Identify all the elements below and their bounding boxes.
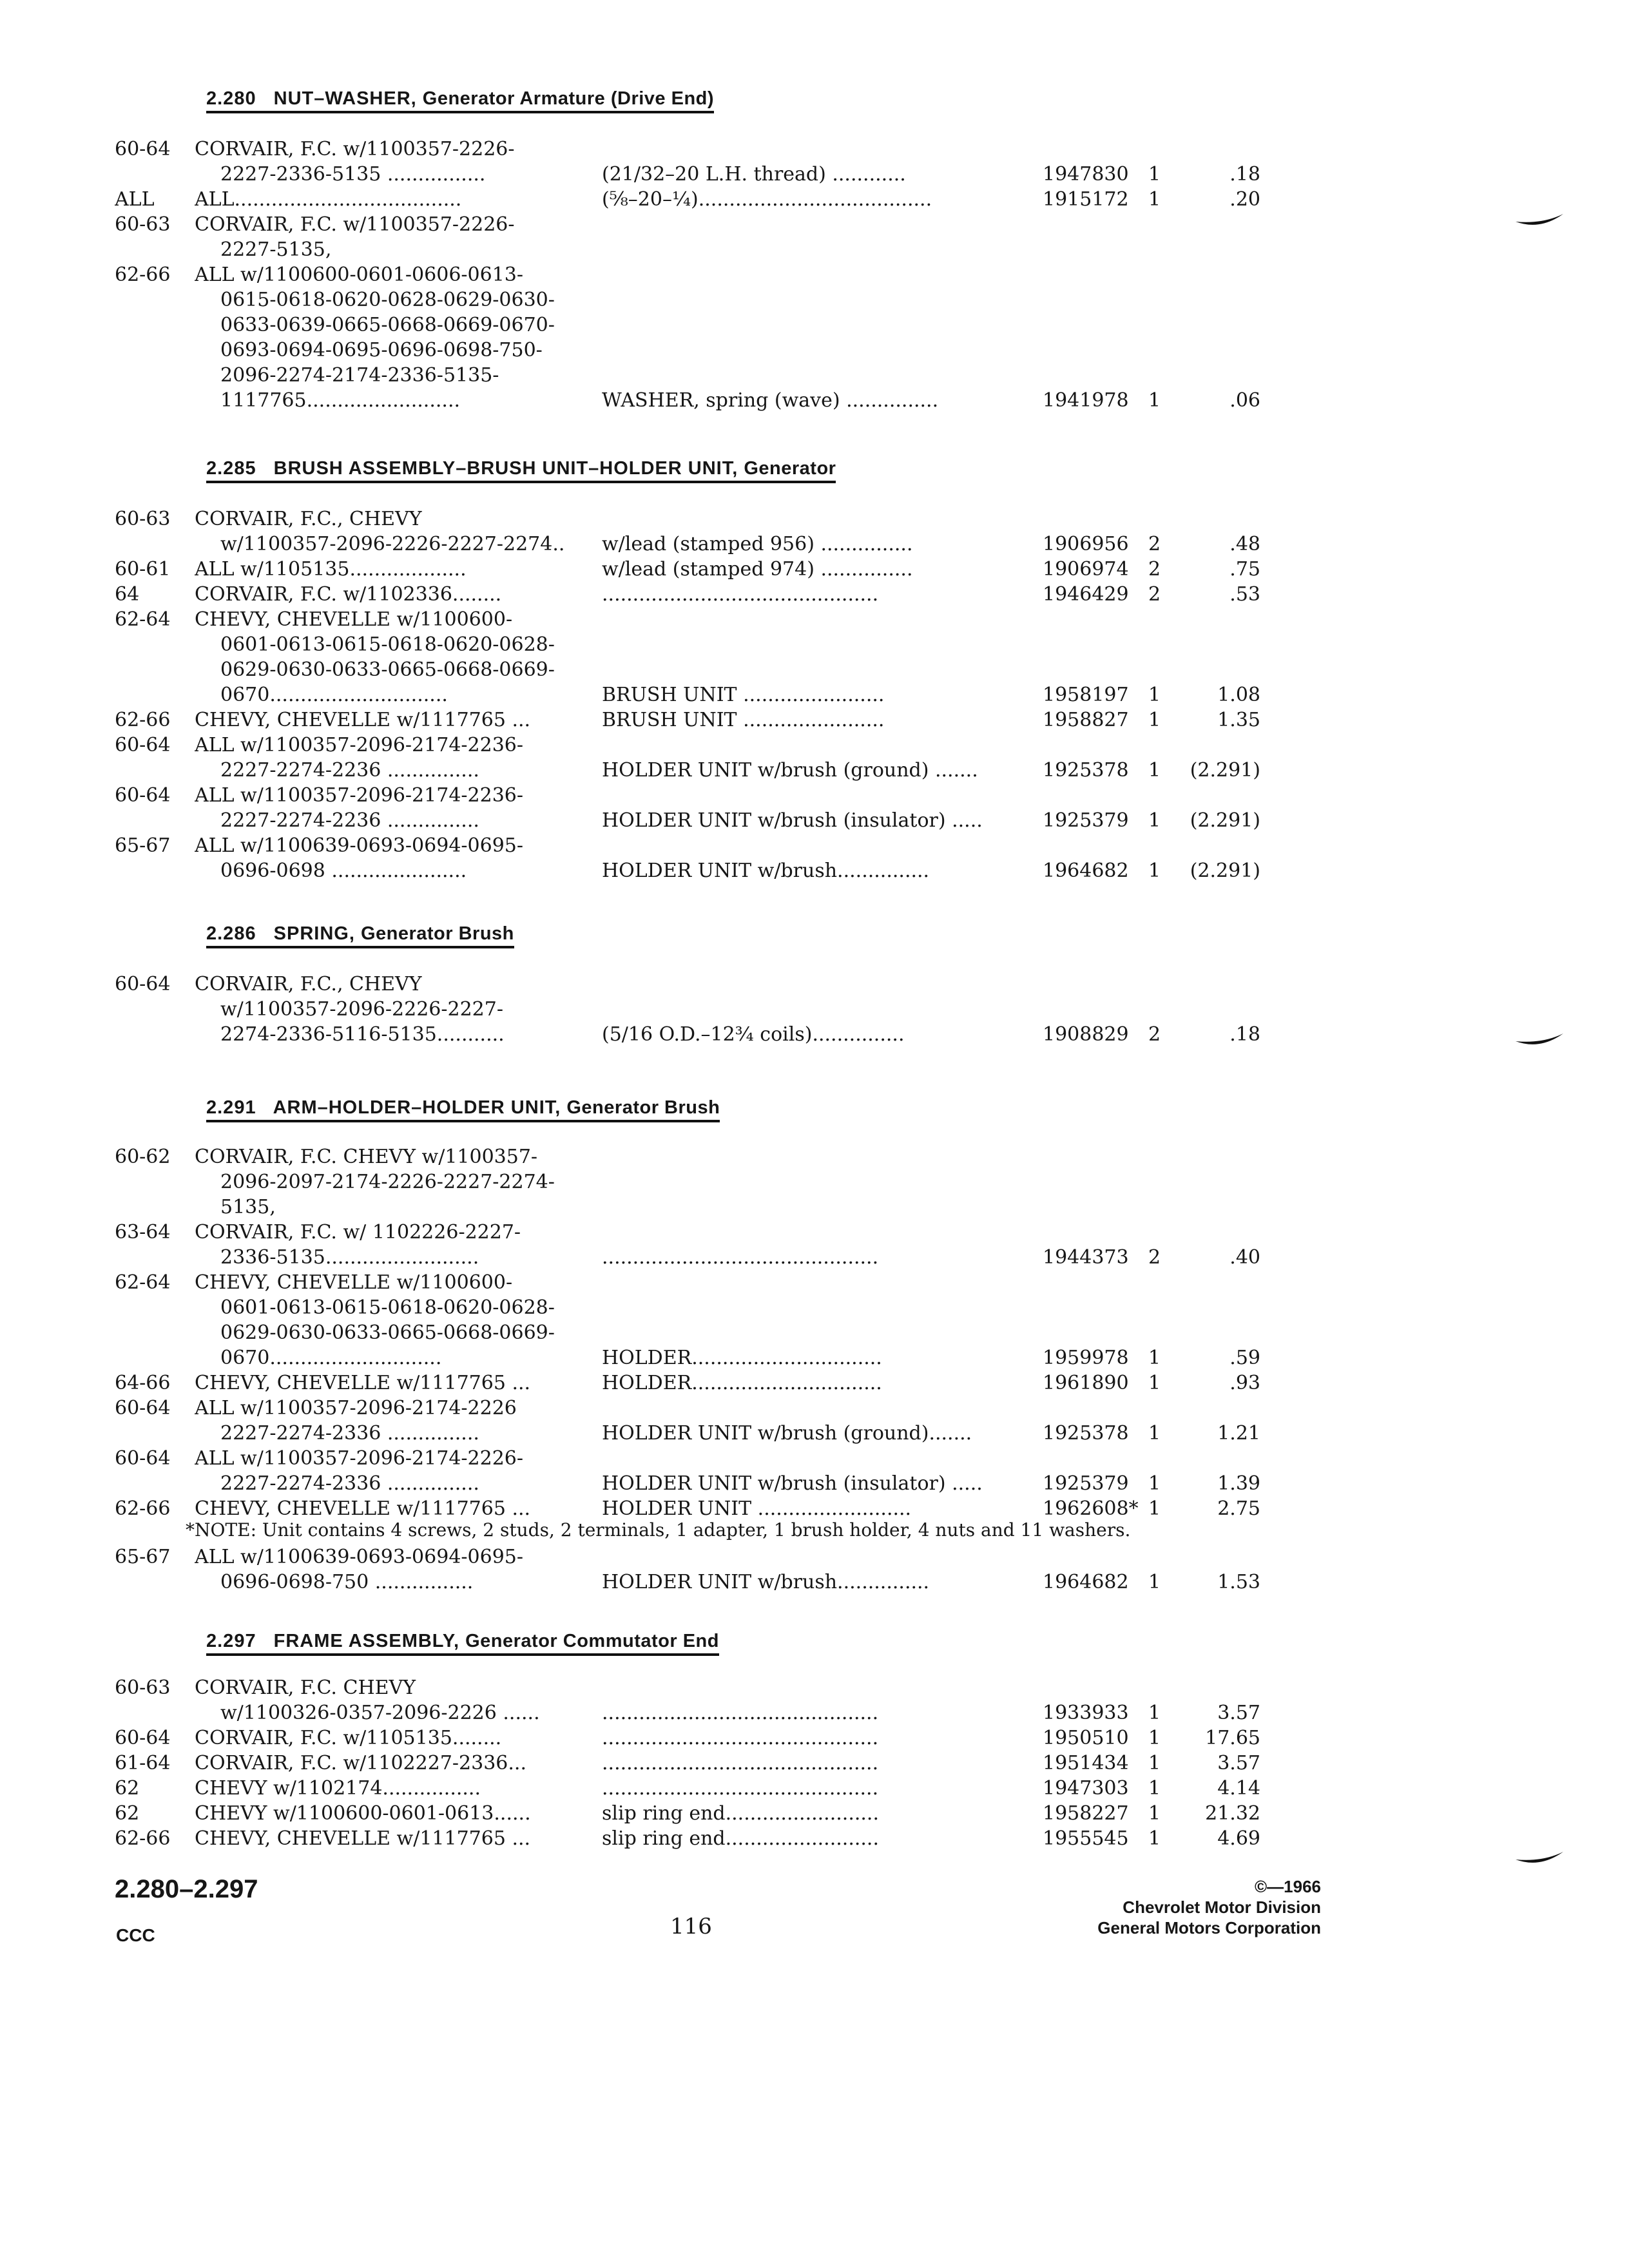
- model-years: 60-63: [115, 1677, 171, 1699]
- price: .75: [1229, 558, 1260, 581]
- catalog-row: [0, 1700, 1629, 1726]
- application: CORVAIR, F.C. CHEVY w/1100357-: [195, 1146, 538, 1168]
- quantity: 1: [1148, 1372, 1161, 1394]
- catalog-row: [0, 1496, 1629, 1522]
- quantity: 1: [1148, 1702, 1161, 1724]
- application: CORVAIR, F.C. w/1102336........: [195, 583, 502, 606]
- quantity: 1: [1148, 1777, 1161, 1800]
- catalog-row: [0, 808, 1629, 834]
- application: ALL w/1100357-2096-2174-2226-: [195, 1447, 524, 1470]
- part-number: 1959978: [1043, 1347, 1129, 1369]
- price: 1.08: [1217, 684, 1260, 706]
- application: 2096-2097-2174-2226-2227-2274-: [220, 1171, 555, 1193]
- catalog-row: [0, 1570, 1629, 1595]
- catalog-row: [0, 858, 1629, 884]
- section-number: 2.297: [206, 1631, 256, 1651]
- catalog-row: [0, 1195, 1629, 1220]
- application: 0615-0618-0620-0628-0629-0630-: [220, 289, 555, 311]
- description: HOLDER UNIT w/brush...............: [602, 860, 930, 882]
- catalog-row: [0, 733, 1629, 758]
- quantity: 1: [1148, 1347, 1161, 1369]
- catalog-row: [0, 1471, 1629, 1497]
- application: CHEVY, CHEVELLE w/1117765 ...: [195, 1497, 531, 1520]
- application: CHEVY w/1100600-0601-0613......: [195, 1802, 531, 1825]
- price: .48: [1229, 533, 1260, 555]
- part-number: 1958197: [1043, 684, 1129, 706]
- quantity: 1: [1148, 759, 1161, 782]
- price: 3.57: [1217, 1702, 1260, 1724]
- catalog-row: [0, 506, 1629, 532]
- catalog-row: [0, 1295, 1629, 1321]
- application: ALL w/1100357-2096-2174-2236-: [195, 734, 524, 756]
- part-number: 1964682: [1043, 1571, 1129, 1593]
- catalog-code: CCC: [116, 1925, 155, 1945]
- catalog-row: [0, 1320, 1629, 1346]
- part-number: 1944373: [1043, 1246, 1129, 1269]
- publisher-block: [1005, 1876, 1321, 1938]
- description: HOLDER UNIT w/brush (insulator) .....: [602, 1472, 983, 1495]
- model-years: 62-66: [115, 264, 171, 286]
- quantity: 2: [1148, 1246, 1161, 1269]
- model-years: 60-63: [115, 508, 171, 530]
- catalog-row: [0, 582, 1629, 608]
- quantity: 1: [1148, 1752, 1161, 1774]
- part-number: 1925378: [1043, 1422, 1129, 1445]
- corporation-name: General Motors Corporation: [1097, 1918, 1321, 1937]
- catalog-row: [0, 758, 1629, 783]
- part-number: 1906956: [1043, 533, 1129, 555]
- catalog-row: [0, 1345, 1629, 1371]
- catalog-row: [0, 212, 1629, 238]
- application: 0696-0698-750 ................: [220, 1571, 474, 1593]
- model-years: 62-66: [115, 1827, 171, 1850]
- catalog-row: [0, 1169, 1629, 1195]
- model-years: 62: [115, 1777, 140, 1800]
- application: 2227-2274-2236 ...............: [220, 809, 479, 832]
- model-years: 60-64: [115, 138, 171, 160]
- part-number: 1925378: [1043, 759, 1129, 782]
- section-number: 2.285: [206, 458, 256, 479]
- application: CHEVY, CHEVELLE w/1117765 ...: [195, 1827, 531, 1850]
- application: CORVAIR, F.C. w/ 1102226-2227-: [195, 1221, 521, 1244]
- section-note: *NOTE: Unit contains 4 screws, 2 studs, 2 terminals, 1 adapter, 1 brush holder, 4 nuts and 11 washers.: [186, 1519, 1131, 1541]
- catalog-row: [0, 312, 1629, 338]
- description: .............................................: [602, 1752, 879, 1774]
- catalog-row: [0, 1245, 1629, 1271]
- part-number: 1933933: [1043, 1702, 1129, 1724]
- catalog-row: [0, 532, 1629, 557]
- catalog-row: [0, 1675, 1629, 1701]
- part-number: 1946429: [1043, 583, 1129, 606]
- application: 0633-0639-0665-0668-0669-0670-: [220, 314, 555, 336]
- binder-tab-mark: [1514, 1843, 1566, 1869]
- application: 0696-0698 ......................: [220, 860, 467, 882]
- catalog-row: [0, 783, 1629, 809]
- application: 2227-2336-5135 ................: [220, 163, 486, 186]
- section-heading: [206, 1097, 720, 1122]
- catalog-row: [0, 1144, 1629, 1170]
- application: CORVAIR, F.C. w/1100357-2226-: [195, 138, 515, 160]
- price: 1.35: [1217, 709, 1260, 731]
- price: 17.65: [1205, 1727, 1260, 1749]
- description: .............................................: [602, 1702, 879, 1724]
- catalog-row: [0, 1022, 1629, 1048]
- quantity: 2: [1148, 583, 1161, 606]
- application: ALL w/1100357-2096-2174-2236-: [195, 784, 524, 807]
- catalog-row: [0, 707, 1629, 733]
- description: slip ring end.........................: [602, 1827, 880, 1850]
- description: slip ring end.........................: [602, 1802, 880, 1825]
- application: 1117765.........................: [220, 389, 461, 412]
- quantity: 1: [1148, 1472, 1161, 1495]
- catalog-row: [0, 1801, 1629, 1827]
- section-subtitle: Generator Armature (Drive End): [422, 88, 715, 109]
- application: 0601-0613-0615-0618-0620-0628-: [220, 1296, 555, 1319]
- application: 2227-2274-2236 ...............: [220, 759, 479, 782]
- binder-tab-mark: [1514, 1024, 1566, 1050]
- section-title: BRUSH ASSEMBLY–BRUSH UNIT–HOLDER UNIT,: [273, 458, 738, 479]
- model-years: 60-64: [115, 784, 171, 807]
- catalog-row: [0, 1544, 1629, 1570]
- catalog-row: [0, 1220, 1629, 1245]
- part-number: 1961890: [1043, 1372, 1129, 1394]
- description: HOLDER UNIT w/brush (ground) .......: [602, 759, 978, 782]
- catalog-row: [0, 1776, 1629, 1802]
- page-number: 116: [670, 1914, 712, 1939]
- description: HOLDER UNIT w/brush (ground).......: [602, 1422, 972, 1445]
- description: w/lead (stamped 974) ...............: [602, 558, 913, 581]
- section-title: NUT–WASHER,: [273, 88, 417, 109]
- application: CORVAIR, F.C. w/1102227-2336...: [195, 1752, 526, 1774]
- part-number: 1906974: [1043, 558, 1129, 581]
- section-number: 2.286: [206, 923, 256, 944]
- model-years: 60-62: [115, 1146, 171, 1168]
- catalog-row: [0, 162, 1629, 187]
- application: 0693-0694-0695-0696-0698-750-: [220, 339, 543, 361]
- application: 0670.............................: [220, 684, 448, 706]
- application: CORVAIR, F.C., CHEVY: [195, 508, 422, 530]
- application: ALL w/1100639-0693-0694-0695-: [195, 834, 524, 857]
- price: 2.75: [1217, 1497, 1260, 1520]
- price: (2.291): [1190, 809, 1260, 832]
- application: 0601-0613-0615-0618-0620-0628-: [220, 633, 555, 656]
- application: CHEVY w/1102174................: [195, 1777, 481, 1800]
- quantity: 1: [1148, 709, 1161, 731]
- quantity: 1: [1148, 1571, 1161, 1593]
- price: 3.57: [1217, 1752, 1260, 1774]
- section-number: 2.291: [206, 1097, 256, 1118]
- section-subtitle: Generator Brush: [566, 1097, 720, 1118]
- section-heading: [206, 457, 836, 483]
- quantity: 2: [1148, 1023, 1161, 1046]
- quantity: 1: [1148, 1497, 1161, 1520]
- model-years: 60-64: [115, 973, 171, 995]
- application: 0670............................: [220, 1347, 442, 1369]
- price: .06: [1229, 389, 1260, 412]
- application: CHEVY, CHEVELLE w/1100600-: [195, 608, 513, 631]
- catalog-row: [0, 1751, 1629, 1776]
- part-number: 1941978: [1043, 389, 1129, 412]
- price: .53: [1229, 583, 1260, 606]
- quantity: 1: [1148, 1802, 1161, 1825]
- description: HOLDER UNIT w/brush (insulator) .....: [602, 809, 983, 832]
- application: CHEVY, CHEVELLE w/1117765 ...: [195, 1372, 531, 1394]
- catalog-row: [0, 1270, 1629, 1296]
- application: CHEVY, CHEVELLE w/1100600-: [195, 1271, 513, 1294]
- catalog-row: [0, 338, 1629, 363]
- catalog-row: [0, 237, 1629, 263]
- application: ALL w/1105135...................: [195, 558, 467, 581]
- price: .59: [1229, 1347, 1260, 1369]
- price: 1.53: [1217, 1571, 1260, 1593]
- part-number: 1925379: [1043, 1472, 1129, 1495]
- model-years: 60-64: [115, 734, 171, 756]
- description: .............................................: [602, 1777, 879, 1800]
- application: CORVAIR, F.C. w/1105135........: [195, 1727, 502, 1749]
- description: (21/32–20 L.H. thread) ............: [602, 163, 906, 186]
- section-heading: [206, 88, 714, 113]
- price: .93: [1229, 1372, 1260, 1394]
- catalog-row: [0, 1396, 1629, 1421]
- description: HOLDER...............................: [602, 1372, 882, 1394]
- section-title: ARM–HOLDER–HOLDER UNIT,: [273, 1097, 561, 1118]
- quantity: 2: [1148, 533, 1161, 555]
- model-years: 62-66: [115, 1497, 171, 1520]
- catalog-row: [0, 137, 1629, 162]
- description: .............................................: [602, 583, 879, 606]
- application: w/1100357-2096-2226-2227-: [220, 998, 503, 1021]
- application: ALL w/1100357-2096-2174-2226: [195, 1397, 517, 1419]
- application: CORVAIR, F.C. w/1100357-2226-: [195, 213, 515, 236]
- catalog-row: [0, 1446, 1629, 1472]
- application: 2227-2274-2336 ...............: [220, 1472, 479, 1495]
- part-number: 1908829: [1043, 1023, 1129, 1046]
- price: .40: [1229, 1246, 1260, 1269]
- catalog-row: [0, 997, 1629, 1023]
- catalog-row: [0, 682, 1629, 708]
- application: CORVAIR, F.C. CHEVY: [195, 1677, 416, 1699]
- application: 2227-5135,: [220, 238, 332, 261]
- quantity: 1: [1148, 1727, 1161, 1749]
- page-range: 2.280–2.297: [115, 1875, 258, 1903]
- description: BRUSH UNIT .......................: [602, 684, 885, 706]
- quantity: 1: [1148, 809, 1161, 832]
- price: .18: [1229, 1023, 1260, 1046]
- price: (2.291): [1190, 860, 1260, 882]
- quantity: 1: [1148, 389, 1161, 412]
- part-number: 1950510: [1043, 1727, 1129, 1749]
- model-years: 64-66: [115, 1372, 171, 1394]
- section-subtitle: Generator Brush: [360, 923, 514, 944]
- description: w/lead (stamped 956) ...............: [602, 533, 913, 555]
- model-years: 62-64: [115, 608, 171, 631]
- model-years: 62-66: [115, 709, 171, 731]
- model-years: 65-67: [115, 834, 171, 857]
- price: 1.21: [1217, 1422, 1260, 1445]
- part-number: 1955545: [1043, 1827, 1129, 1850]
- quantity: 1: [1148, 684, 1161, 706]
- application: 0629-0630-0633-0665-0668-0669-: [220, 1321, 555, 1344]
- catalog-row: [0, 632, 1629, 658]
- catalog-row: [0, 833, 1629, 859]
- catalog-row: [0, 287, 1629, 313]
- part-number: 1951434: [1043, 1752, 1129, 1774]
- catalog-row: [0, 1421, 1629, 1446]
- catalog-row: [0, 187, 1629, 213]
- description: .............................................: [602, 1246, 879, 1269]
- price: 1.39: [1217, 1472, 1260, 1495]
- part-number: 1947303: [1043, 1777, 1129, 1800]
- part-number: 1915172: [1043, 188, 1129, 211]
- price: .20: [1229, 188, 1260, 211]
- section-subtitle: Generator Commutator End: [465, 1631, 719, 1651]
- copyright: ©—1966: [1255, 1877, 1321, 1896]
- description: HOLDER UNIT .........................: [602, 1497, 912, 1520]
- catalog-row: [0, 607, 1629, 633]
- price: 21.32: [1205, 1802, 1260, 1825]
- catalog-row: [0, 557, 1629, 582]
- model-years: ALL: [115, 188, 155, 211]
- description: .............................................: [602, 1727, 879, 1749]
- model-years: 60-64: [115, 1447, 171, 1470]
- description: HOLDER UNIT w/brush...............: [602, 1571, 930, 1593]
- catalog-row: [0, 1826, 1629, 1852]
- price: .18: [1229, 163, 1260, 186]
- part-number: 1964682: [1043, 860, 1129, 882]
- description: BRUSH UNIT .......................: [602, 709, 885, 731]
- section-subtitle: Generator: [744, 458, 836, 479]
- quantity: 1: [1148, 860, 1161, 882]
- model-years: 60-63: [115, 213, 171, 236]
- price: 4.69: [1217, 1827, 1260, 1850]
- model-years: 65-67: [115, 1546, 171, 1568]
- application: CORVAIR, F.C., CHEVY: [195, 973, 422, 995]
- description: (⅝–20–¼)......................................: [602, 188, 932, 211]
- section-heading: [206, 1630, 719, 1656]
- price: 4.14: [1217, 1777, 1260, 1800]
- quantity: 1: [1148, 1827, 1161, 1850]
- application: 2227-2274-2336 ...............: [220, 1422, 479, 1445]
- catalog-row: [0, 657, 1629, 683]
- part-number: 1947830: [1043, 163, 1129, 186]
- binder-tab-mark: [1514, 205, 1566, 231]
- catalog-row: [0, 363, 1629, 389]
- application: w/1100357-2096-2226-2227-2274..: [220, 533, 565, 555]
- catalog-row: [0, 388, 1629, 414]
- catalog-row: [0, 1370, 1629, 1396]
- catalog-row: [0, 1725, 1629, 1751]
- description: (5/16 O.D.–12¾ coils)...............: [602, 1023, 905, 1046]
- catalog-row: [0, 972, 1629, 997]
- price: (2.291): [1190, 759, 1260, 782]
- application: ALL.....................................: [195, 188, 462, 211]
- section-number: 2.280: [206, 88, 256, 109]
- application: 2274-2336-5116-5135...........: [220, 1023, 505, 1046]
- quantity: 1: [1148, 1422, 1161, 1445]
- description: HOLDER...............................: [602, 1347, 882, 1369]
- description: WASHER, spring (wave) ...............: [602, 389, 939, 412]
- quantity: 1: [1148, 188, 1161, 211]
- application: 5135,: [220, 1196, 276, 1218]
- model-years: 61-64: [115, 1752, 171, 1774]
- application: ALL w/1100639-0693-0694-0695-: [195, 1546, 524, 1568]
- section-title: SPRING,: [273, 923, 355, 944]
- application: 0629-0630-0633-0665-0668-0669-: [220, 658, 555, 681]
- part-number: 1925379: [1043, 809, 1129, 832]
- division-name: Chevrolet Motor Division: [1123, 1898, 1321, 1917]
- model-years: 60-64: [115, 1397, 171, 1419]
- quantity: 1: [1148, 163, 1161, 186]
- section-heading: [206, 923, 514, 948]
- application: CHEVY, CHEVELLE w/1117765 ...: [195, 709, 531, 731]
- model-years: 63-64: [115, 1221, 171, 1244]
- model-years: 60-64: [115, 1727, 171, 1749]
- section-title: FRAME ASSEMBLY,: [273, 1631, 460, 1651]
- model-years: 62-64: [115, 1271, 171, 1294]
- quantity: 2: [1148, 558, 1161, 581]
- part-number: 1958227: [1043, 1802, 1129, 1825]
- application: w/1100326-0357-2096-2226 ......: [220, 1702, 540, 1724]
- model-years: 62: [115, 1802, 140, 1825]
- model-years: 60-61: [115, 558, 171, 581]
- application: 2336-5135.........................: [220, 1246, 479, 1269]
- application: ALL w/1100600-0601-0606-0613-: [195, 264, 524, 286]
- model-years: 64: [115, 583, 140, 606]
- catalog-row: [0, 262, 1629, 288]
- application: 2096-2274-2174-2336-5135-: [220, 364, 499, 387]
- part-number: 1958827: [1043, 709, 1129, 731]
- part-number: 1962608*: [1043, 1497, 1139, 1520]
